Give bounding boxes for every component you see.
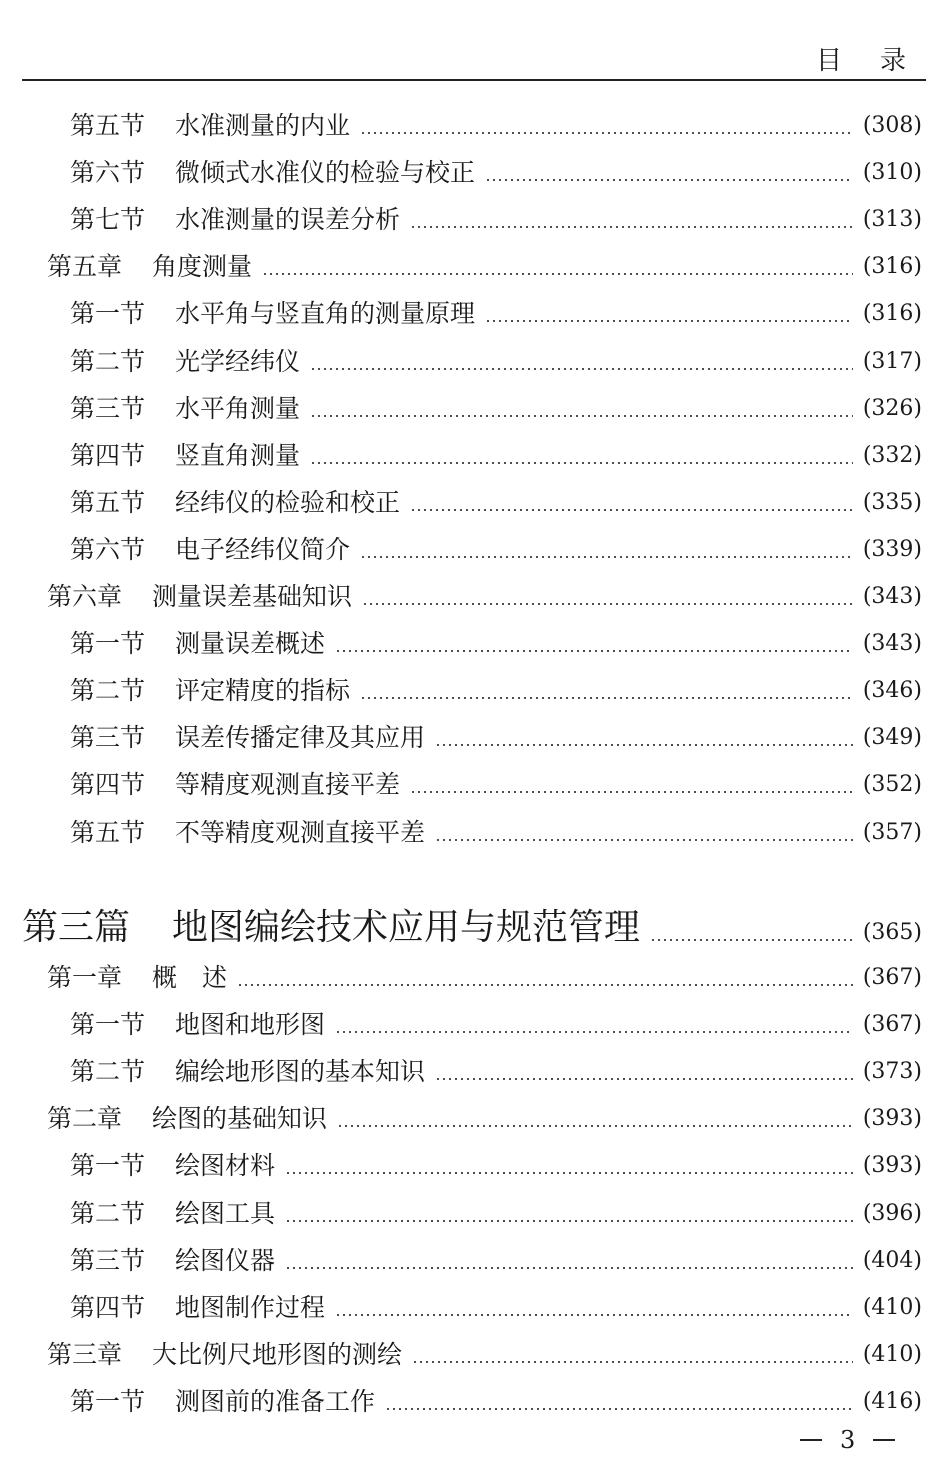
toc-entry-label: 第三节 [70, 1245, 146, 1275]
toc-entry-label: 第一节 [70, 1151, 146, 1181]
toc-entry-label: 第六节 [70, 534, 146, 564]
toc-entry-title: 误差传播定律及其应用 [175, 723, 426, 753]
toc-dot-leader [262, 273, 853, 275]
toc-dot-leader [285, 1172, 853, 1174]
toc-entry-label: 第一节 [70, 299, 146, 329]
footer-page-number: 3 [840, 1426, 856, 1454]
toc-entry-page-number: (396) [862, 1200, 922, 1226]
toc-entry-part[interactable] [0, 898, 922, 948]
toc-entry-title: 测图前的准备工作 [175, 1386, 376, 1416]
toc-entry-title: 水准测量的内业 [175, 111, 351, 140]
running-header: 目录 [815, 46, 944, 76]
toc-entry-title: 光学经纬仪 [175, 346, 301, 376]
toc-entry-title: 绘图工具 [175, 1198, 276, 1228]
toc-entry-section[interactable] [0, 1141, 922, 1181]
toc-entry-label: 第六节 [70, 158, 146, 188]
toc-entry-page-number: (339) [862, 536, 922, 562]
toc-entry-title: 竖直角测量 [175, 440, 301, 470]
toc-dot-leader [435, 744, 853, 746]
toc-entry-page-number: (343) [862, 584, 922, 609]
toc-entry-label: 第二章 [47, 1104, 123, 1134]
toc-entry-section[interactable] [0, 1189, 922, 1229]
toc-entry-label: 第五节 [70, 111, 146, 140]
toc-entry-label: 第一节 [70, 1386, 146, 1416]
toc-entry-page-number: (308) [862, 113, 922, 138]
toc-entry-label: 第三节 [70, 723, 146, 753]
toc-entry-label: 第五节 [70, 487, 146, 517]
toc-dot-leader [285, 1220, 853, 1222]
toc-dot-leader [360, 697, 853, 699]
toc-entry-label: 第二节 [70, 1057, 146, 1087]
toc-entry-label: 第五节 [70, 817, 146, 847]
toc-entry-page-number: (317) [862, 348, 922, 374]
toc-entry-section[interactable] [0, 148, 922, 188]
toc-entry-section[interactable] [0, 619, 922, 659]
toc-entry-chapter[interactable] [0, 953, 922, 993]
toc-entry-label: 第三章 [47, 1339, 123, 1369]
toc-dot-leader [237, 984, 853, 986]
toc-entry-page-number: (343) [862, 631, 922, 657]
toc-entry-page-number: (326) [862, 395, 922, 421]
page-footer [800, 1426, 895, 1454]
toc-entry-page-number: (367) [862, 965, 922, 990]
toc-entry-section[interactable] [0, 384, 922, 424]
toc-entry-title: 微倾式水准仪的检验与校正 [175, 158, 476, 188]
toc-entry-chapter[interactable] [0, 1330, 922, 1370]
toc-entry-label: 第六章 [47, 582, 123, 611]
toc-entry-title: 绘图材料 [175, 1151, 276, 1181]
toc-entry-label: 第一节 [70, 629, 146, 659]
toc-entry-section[interactable] [0, 1377, 922, 1417]
toc-entry-title: 水平角测量 [175, 393, 301, 423]
toc-entry-title: 等精度观测直接平差 [175, 770, 401, 800]
toc-entry-page-number: (352) [862, 772, 922, 798]
toc-entry-label: 第三节 [70, 393, 146, 423]
toc-entry-title: 电子经纬仪简介 [175, 534, 351, 564]
toc-dot-leader [435, 839, 853, 841]
toc-dot-leader [337, 1125, 853, 1127]
toc-entry-title: 角度测量 [152, 252, 253, 282]
toc-entry-page-number: (393) [862, 1153, 922, 1179]
toc-entry-label: 第二节 [70, 346, 146, 376]
toc-entry-title: 编绘地形图的基本知识 [175, 1057, 426, 1087]
footer-dash-left [800, 1439, 822, 1441]
toc-dot-leader [335, 650, 853, 652]
toc-entry-title: 经纬仪的检验和校正 [175, 487, 401, 517]
toc-entry-title: 概 述 [152, 963, 228, 992]
toc-entry-page-number: (316) [862, 254, 922, 280]
toc-entry-page-number: (310) [862, 160, 922, 186]
toc-entry-title: 绘图仪器 [175, 1245, 276, 1275]
toc-dot-leader [410, 226, 853, 228]
toc-entry-title: 评定精度的指标 [175, 676, 351, 706]
toc-entry-title: 地图制作过程 [175, 1292, 326, 1322]
toc-dot-leader [435, 1078, 853, 1080]
toc-entry-title: 绘图的基础知识 [152, 1104, 328, 1134]
toc-dot-leader [650, 939, 853, 941]
toc-entry-page-number: (346) [862, 678, 922, 704]
toc-entry-section[interactable] [0, 1236, 922, 1276]
toc-dot-leader [360, 556, 853, 558]
toc-entry-section[interactable] [0, 195, 922, 235]
toc-entry-page-number: (367) [862, 1012, 922, 1038]
toc-entry-label: 第四节 [70, 440, 146, 470]
toc-entry-label: 第一章 [47, 963, 123, 992]
toc-entry-page-number: (404) [862, 1247, 922, 1273]
toc-entry-label: 第五章 [47, 252, 123, 282]
toc-dot-leader [362, 603, 853, 605]
toc-entry-section[interactable] [0, 1047, 922, 1087]
toc-entry-page-number: (349) [862, 725, 922, 751]
toc-entry-page-number: (332) [862, 442, 922, 468]
toc-entry-section[interactable] [0, 1000, 922, 1040]
toc-dot-leader [410, 791, 853, 793]
toc-dot-leader [412, 1361, 853, 1363]
toc-entry-page-number: (316) [862, 301, 922, 327]
toc-entry-chapter[interactable] [0, 1094, 922, 1134]
toc-entry-title: 地图编绘技术应用与规范管理 [172, 907, 641, 948]
toc-dot-leader [335, 1031, 853, 1033]
toc-entry-title: 水平角与竖直角的测量原理 [175, 299, 476, 329]
toc-entry-title: 不等精度观测直接平差 [175, 817, 426, 847]
toc-entry-section[interactable] [0, 808, 922, 848]
toc-entry-title: 测量误差基础知识 [152, 582, 353, 611]
toc-entry-page-number: (393) [862, 1106, 922, 1132]
toc-entry-page-number: (410) [862, 1294, 922, 1320]
toc-entry-page-number: (365) [862, 920, 922, 945]
toc-entry-section[interactable] [0, 1283, 922, 1323]
toc-dot-leader [360, 132, 853, 134]
toc-entry-section[interactable] [0, 289, 922, 329]
toc-entry-page-number: (416) [862, 1388, 922, 1414]
toc-entry-section[interactable] [0, 478, 922, 518]
toc-entry-section[interactable] [0, 101, 922, 141]
toc-entry-page-number: (373) [862, 1059, 922, 1085]
toc-dot-leader [310, 462, 853, 464]
toc-entry-section[interactable] [0, 666, 922, 706]
toc-entry-page-number: (410) [862, 1341, 922, 1367]
toc-entry-label: 第四节 [70, 1292, 146, 1322]
toc-entry-label: 第一节 [70, 1010, 146, 1040]
toc-entry-section[interactable] [0, 337, 922, 377]
toc-entry-section[interactable] [0, 525, 922, 565]
toc-entry-section[interactable] [0, 431, 922, 471]
toc-dot-leader [485, 179, 853, 181]
toc-entry-title: 地图和地形图 [175, 1010, 326, 1040]
toc-entry-title: 测量误差概述 [175, 629, 326, 659]
toc-dot-leader [410, 509, 853, 511]
toc-entry-chapter[interactable] [0, 572, 922, 612]
toc-entry-page-number: (313) [862, 207, 922, 233]
toc-dot-leader [285, 1267, 853, 1269]
toc-entry-label: 第三篇 [22, 907, 131, 948]
toc-dot-leader [310, 415, 853, 417]
toc-entry-label: 第七节 [70, 205, 146, 235]
toc-entry-label: 第四节 [70, 770, 146, 800]
toc-entry-label: 第二节 [70, 676, 146, 706]
toc-dot-leader [485, 320, 853, 322]
toc-entry-page-number: (357) [862, 819, 922, 845]
toc-dot-leader [385, 1408, 853, 1410]
toc-entry-title: 大比例尺地形图的测绘 [152, 1339, 403, 1369]
toc-dot-leader [335, 1314, 853, 1316]
toc-dot-leader [310, 368, 853, 370]
toc-entry-title: 水准测量的误差分析 [175, 205, 401, 235]
toc-entry-section[interactable] [0, 713, 922, 753]
toc-entry-page-number: (335) [862, 489, 922, 515]
toc-entry-section[interactable] [0, 760, 922, 800]
toc-entry-chapter[interactable] [0, 242, 922, 282]
toc-entry-label: 第二节 [70, 1198, 146, 1228]
footer-dash-right [873, 1439, 895, 1441]
